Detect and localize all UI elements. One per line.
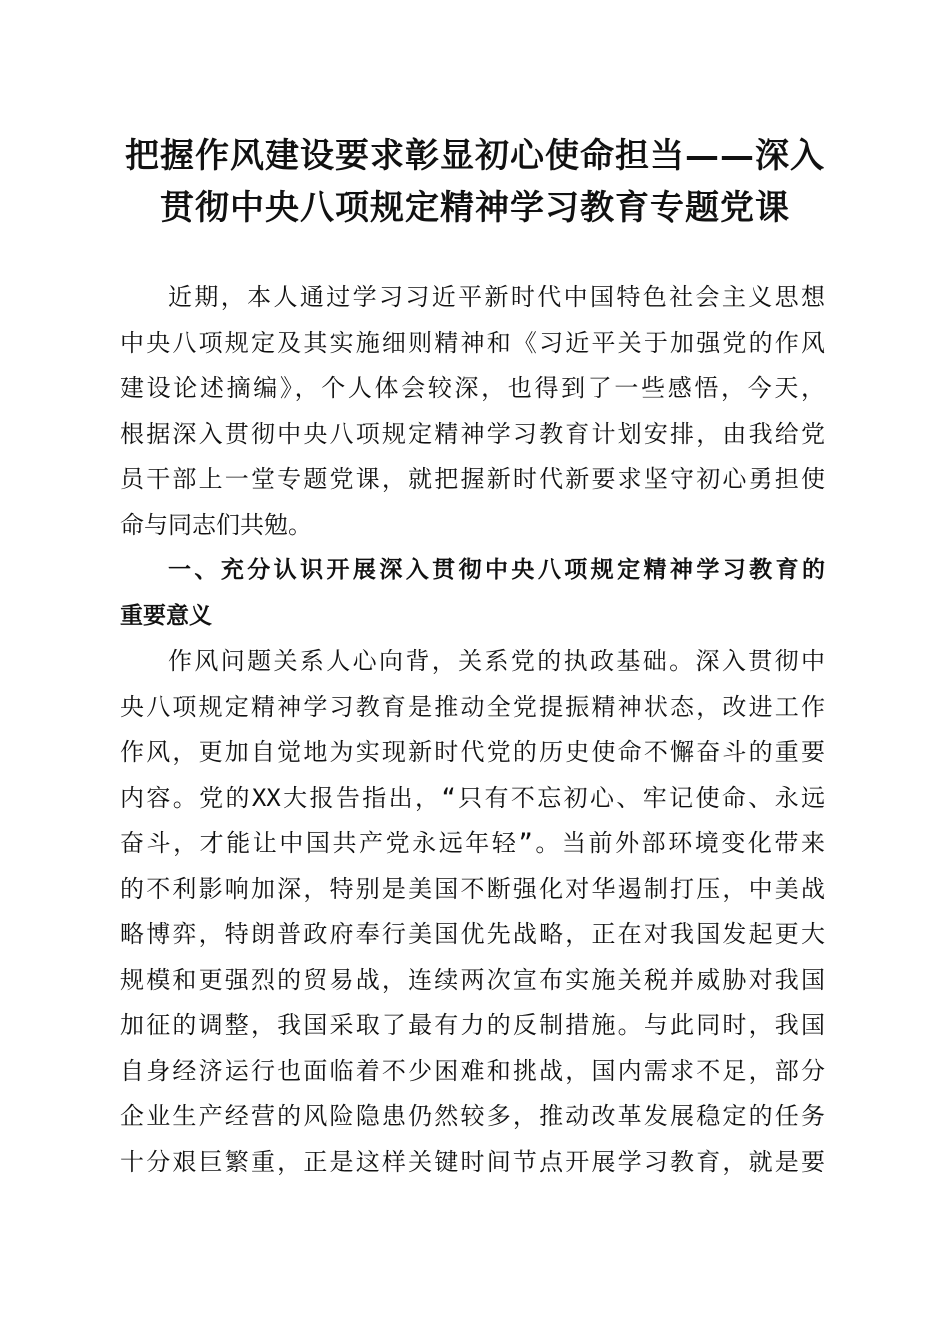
paragraph-line: 十分艰巨繁重，正是这样关键时间节点开展学习教育，就是要: [120, 1147, 825, 1176]
paragraph-line: 近期，本人通过学习习近平新时代中国特色社会主义思想: [168, 283, 825, 311]
paragraph-line: 略博弈，特朗普政府奉行美国优先战略，正在对我国发起更大: [120, 920, 825, 948]
section-paragraph: [120, 639, 825, 1185]
document-title: [110, 130, 840, 234]
paragraph-line: 自身经济运行也面临着不少困难和挑战，国内需求不足，部分: [120, 1056, 825, 1085]
paragraph-line: 员干部上一堂专题党课，就把握新时代新要求坚守初心勇担使: [120, 465, 825, 493]
paragraph-line: 内容。党的XX大报告指出，“只有不忘初心、牢记使命、永远: [120, 783, 825, 812]
paragraph-line: 央八项规定精神学习教育是推动全党提振精神状态，改进工作: [120, 692, 825, 721]
title-line: 把握作风建设要求彰显初心使命担当——深入: [125, 136, 825, 176]
heading-line: 重要意义: [120, 602, 212, 629]
title-line: 贯彻中央八项规定精神学习教育专题党课: [160, 188, 790, 228]
intro-paragraph: [120, 275, 825, 548]
paragraph-line: 企业生产经营的风险隐患仍然较多，推动改革发展稳定的任务: [120, 1102, 825, 1130]
paragraph-line: 作风问题关系人心向背，关系党的执政基础。深入贯彻中: [168, 647, 825, 675]
paragraph-line: 奋斗，才能让中国共产党永远年轻”。当前外部环境变化带来: [120, 829, 825, 857]
paragraph-line: 加征的调整，我国采取了最有力的反制措施。与此同时，我国: [120, 1011, 825, 1039]
paragraph-line: 中央八项规定及其实施细则精神和《习近平关于加强党的作风: [120, 328, 825, 357]
paragraph-line: 建设论述摘编》，个人体会较深，也得到了一些感悟，今天，: [120, 374, 825, 402]
paragraph-line: 规模和更强烈的贸易战，连续两次宣布实施关税并威胁对我国: [120, 965, 825, 994]
paragraph-line: 命与同志们共勉。: [120, 510, 312, 539]
paragraph-line: 作风，更加自觉地为实现新时代党的历史使命不懈奋斗的重要: [120, 738, 825, 766]
paragraph-line: 根据深入贯彻中央八项规定精神学习教育计划安排，由我给党: [120, 419, 825, 448]
paragraph-line: 的不利影响加深，特别是美国不断强化对华遏制打压，中美战: [120, 874, 825, 903]
section-heading: [120, 548, 825, 639]
heading-line: 一、充分认识开展深入贯彻中央八项规定精神学习教育的: [168, 557, 825, 583]
document-body: [120, 275, 825, 1185]
